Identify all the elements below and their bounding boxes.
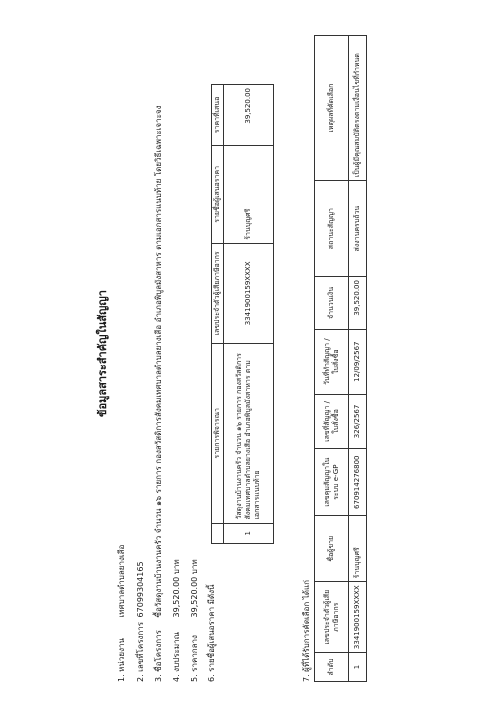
column-header: จำนวนเงิน (315, 277, 349, 330)
info-agency (115, 545, 128, 682)
column-header: เลขประจำตัวผู้เสียภาษีอากร (212, 243, 224, 343)
info-label: 4. งบประมาณ (172, 631, 181, 682)
column-header: เหตุผลที่คัดเลือก (315, 36, 349, 181)
page-title: ข้อมูลสาระสำคัญในสัญญา (96, 290, 109, 417)
column-header: ราคาที่เสนอ (212, 85, 224, 146)
table-cell: 39,520.00 (349, 277, 367, 330)
column-header: รายชื่อผู้เสนอราคา (212, 145, 224, 243)
info-value: 39,520.00 บาท (172, 559, 181, 618)
table-cell: 1 (223, 523, 273, 543)
column-header (212, 523, 224, 543)
info-value: 39,520.00 บาท (190, 559, 199, 618)
table-cell: 1 (349, 653, 367, 682)
column-header: วันที่ทำสัญญา / ใบสั่งซื้อ (315, 329, 349, 394)
column-header: เลขคุมสัญญาในระบบ e-GP (315, 449, 349, 516)
info-budget (170, 559, 183, 682)
info-project-number (134, 561, 147, 682)
info-label: 5. ราคากลาง (190, 635, 199, 682)
info-value: ซื้อวัสดุงานบ้านงานครัว จำนวน ๑๖ รายการ กองสวัสดิการสังคมเทศบาลตำบลยางเสีอ อำเภอพิบูลมังสาหาร ตามเอกสารแนบท้าย โดยวิธีเฉพาะเจาะจง (154, 105, 163, 618)
section-7-title: 7. ผู้ที่ได้รับการคัดเลือก ได้แก่ (302, 580, 311, 682)
bidders-table (211, 84, 274, 544)
info-label: 2. เลขที่โครงการ (136, 621, 145, 682)
table-cell: ร้านบุญศรี (223, 145, 273, 243)
table-cell: ส่งงานครบถ้วน (349, 181, 367, 277)
table-header-row (315, 36, 349, 682)
info-value: 67099304165 (136, 561, 145, 618)
table-cell: 3341900159XXXX (349, 582, 367, 653)
table-cell: ร้านบุญศรี (349, 516, 367, 582)
column-header: ลำดับ (315, 653, 349, 682)
section-6-title: 6. รายชื่อผู้เสนอราคา มีดังนี้ (207, 584, 216, 682)
column-header: เลขที่สัญญา / ใบสั่งซื้อ (315, 394, 349, 449)
table-cell: 39,520.00 (223, 85, 273, 146)
table-cell: 670914276800 (349, 449, 367, 516)
table-row (223, 85, 273, 544)
table-header-row (212, 85, 224, 544)
table-row (349, 36, 367, 682)
winners-table (314, 35, 367, 682)
table-cell: เป็นผู้มีคุณสมบัติตรงตามเงื่อนไขที่กำหนด (349, 36, 367, 181)
info-median-price (188, 559, 201, 682)
info-value: เทศบาลตำบลยางเสีอ (117, 544, 126, 618)
table-cell: 12/09/2567 (349, 329, 367, 394)
info-label: 3. ชื่อโครงการ (154, 630, 163, 682)
column-header: รายการพิจารณา (212, 344, 224, 524)
column-header: ชื่อผู้ขาย (315, 516, 349, 582)
table-cell: วัสดุงานบ้านงานครัว จำนวน ๑๖ รายการ กองสวัสดิการสังคมเทศบาลตำบลยางเสีอ อำเภอพิบูลมังสาหาร ตามเอกสารแนบท้าย (223, 344, 273, 524)
table-cell: 326/2567 (349, 394, 367, 449)
column-header: สถานะสัญญา (315, 181, 349, 277)
info-project-name (152, 106, 165, 683)
info-label: 1. หน่วยงาน (117, 638, 126, 682)
table-cell: 3341900159XXXX (223, 243, 273, 343)
column-header: เลขประจำตัวผู้เสียภาษีอากร (315, 582, 349, 653)
